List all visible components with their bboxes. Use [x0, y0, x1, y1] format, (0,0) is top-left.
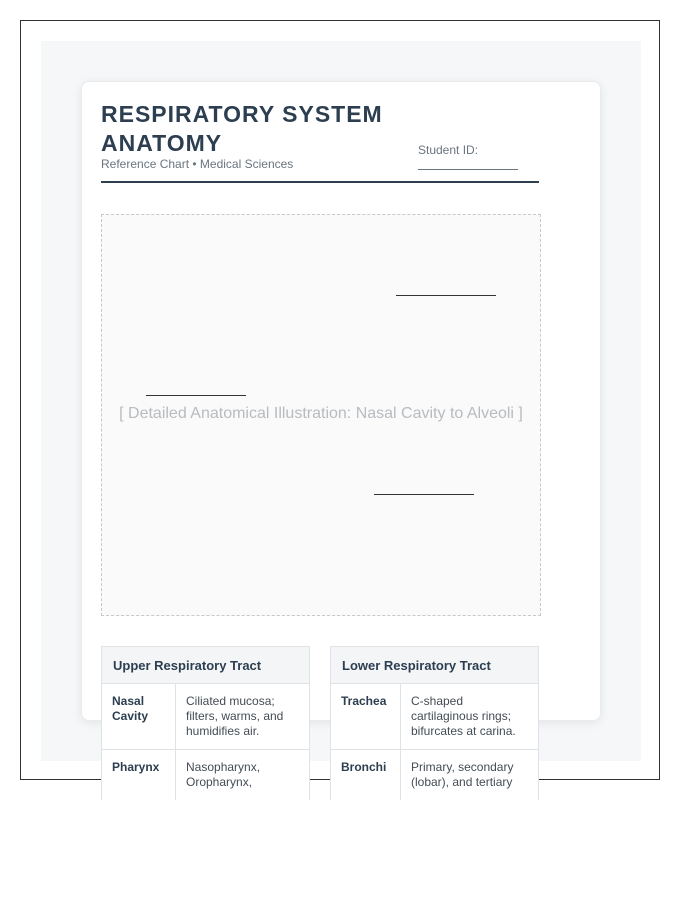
- page-subtitle: Reference Chart • Medical Sciences: [101, 157, 294, 171]
- student-id-field[interactable]: [418, 169, 518, 170]
- viewport-cutoff: [0, 800, 700, 900]
- label-blank-2[interactable]: [146, 395, 246, 396]
- term-cell: Pharynx: [102, 750, 176, 801]
- upper-tract-table: [101, 646, 310, 801]
- student-id-label: Student ID:: [418, 143, 479, 157]
- term-cell: Nasal Cavity: [102, 684, 176, 750]
- lower-tract-table: [330, 646, 539, 801]
- label-blank-1[interactable]: [396, 295, 496, 296]
- table-row: [102, 750, 310, 801]
- description-cell: C-shaped cartilaginous rings; bifurcates at carina.: [401, 684, 539, 750]
- label-blank-3[interactable]: [374, 494, 474, 495]
- upper-tract-heading: Upper Respiratory Tract: [102, 647, 310, 684]
- header-divider: [101, 181, 539, 183]
- description-cell: Ciliated mucosa; filters, warms, and humidifies air.: [176, 684, 310, 750]
- illustration-caption: [ Detailed Anatomical Illustration: Nasal Cavity to Alveoli ]: [119, 405, 523, 422]
- table-row: [331, 684, 539, 750]
- page-title: RESPIRATORY SYSTEM ANATOMY: [101, 101, 383, 156]
- lower-tract-heading: Lower Respiratory Tract: [331, 647, 539, 684]
- table-row: [102, 684, 310, 750]
- table-row: [331, 750, 539, 801]
- term-cell: Bronchi: [331, 750, 401, 801]
- description-cell: Primary, secondary (lobar), and tertiary: [401, 750, 539, 801]
- description-cell: Nasopharynx, Oropharynx,: [176, 750, 310, 801]
- illustration-placeholder: [101, 214, 541, 616]
- term-cell: Trachea: [331, 684, 401, 750]
